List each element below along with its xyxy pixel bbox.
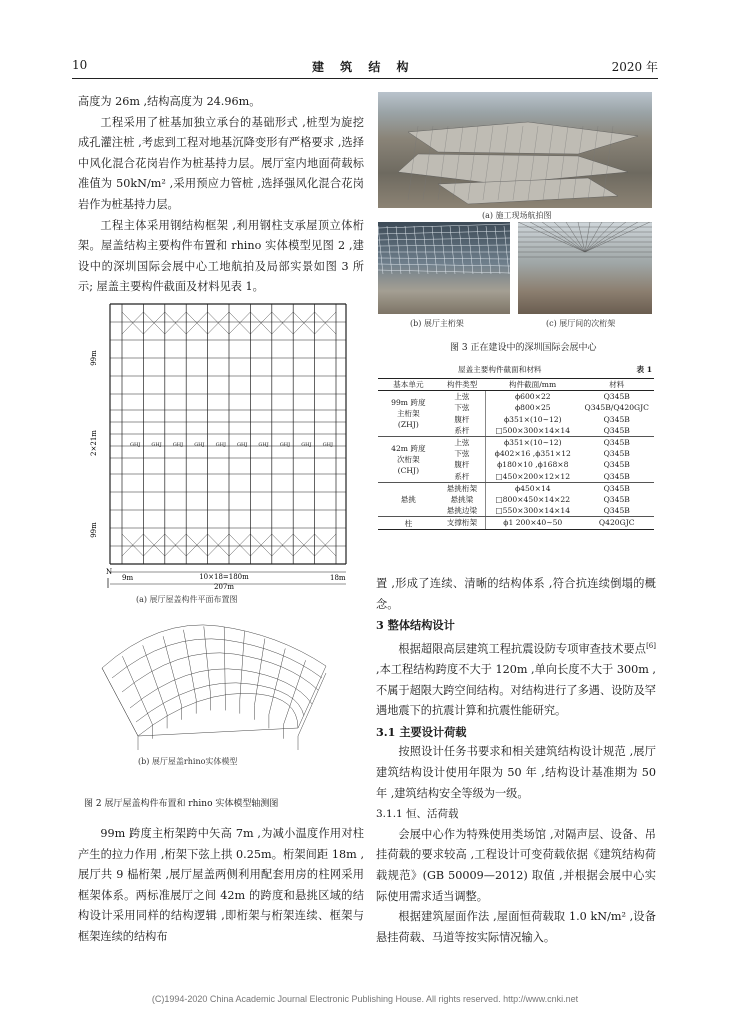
truss-chord bbox=[378, 270, 510, 273]
table-number: 表 1 bbox=[636, 365, 652, 374]
table-row bbox=[378, 517, 654, 529]
table-cell: ϕ402×16 ,ϕ351×12 bbox=[494, 449, 571, 459]
truss-web bbox=[477, 226, 482, 274]
dim-bottom: 10×18=180m bbox=[199, 573, 249, 581]
table-row bbox=[378, 391, 654, 403]
table-cell: Q345B bbox=[579, 505, 654, 517]
truss-web bbox=[396, 226, 401, 274]
table-cell: Q345B bbox=[603, 460, 630, 470]
table-cell: 系杆 bbox=[439, 471, 486, 483]
girder-label: GHJ bbox=[237, 442, 248, 448]
photo-secondary-truss bbox=[518, 222, 652, 314]
paragraph: 根据建筑屋面作法 ,屋面恒荷载取 1.0 kN/m² ,设备悬挂荷载、马道等按实际情况输入。 bbox=[376, 910, 656, 944]
issue-year: 2020 年 bbox=[611, 60, 658, 74]
rhino-rib bbox=[254, 639, 265, 706]
truss-web bbox=[468, 226, 473, 274]
rhino-rib bbox=[102, 668, 138, 736]
copyright-footer: (C)1994-2020 China Academic Journal Electronic Publishing House. All rights reserved. http://www.cnki.net bbox=[151, 994, 579, 1004]
rhino-rib bbox=[283, 660, 305, 724]
rhino-rib bbox=[298, 673, 326, 736]
truss-web bbox=[486, 226, 491, 274]
truss-web bbox=[450, 226, 455, 274]
girder-label: GHJ bbox=[301, 442, 312, 448]
girder-label: GHJ bbox=[194, 442, 205, 448]
paragraph: 置 ,形成了连续、清晰的结构体系 ,符合抗连续倒塌的概念。 bbox=[376, 577, 656, 611]
girder-label: GHJ bbox=[215, 442, 226, 448]
table-cell: 系杆 bbox=[439, 425, 486, 437]
table-cell: □450×200×12×12 bbox=[486, 471, 580, 483]
paragraph bbox=[376, 636, 656, 722]
left-column-bottom bbox=[78, 824, 364, 948]
table-title: 屋盖主要构件截面和材料 bbox=[458, 365, 542, 374]
rhino-rib bbox=[143, 645, 167, 714]
section-heading: 3 整体结构设计 bbox=[376, 618, 455, 633]
table-header-2: 构件截面/mm bbox=[486, 379, 580, 391]
section-table bbox=[378, 378, 654, 530]
table-cell: 腹杆 bbox=[439, 459, 486, 470]
north-arrow: N bbox=[106, 568, 113, 576]
paragraph-text: 根据超限高层建筑工程抗震设防专项审查技术要点 bbox=[398, 642, 647, 656]
table-cell: 下弦 bbox=[439, 448, 486, 459]
dim-left-top: 99m bbox=[90, 350, 98, 366]
table-cell: ϕ450×14 bbox=[514, 483, 551, 493]
paragraph: 工程采用了桩基加独立承台的基础形式 ,桩型为旋挖成孔灌注桩 ,考虑到工程对地基沉降变形有严格要求 ,选择中风化混合花岗岩作为桩基持力层。展厅室内地面荷载标准值为 50kN/m² ,采用预应力管桩 ,选择强风化混合花岗岩作为桩基持力层。 bbox=[78, 115, 364, 211]
truss-web bbox=[504, 226, 509, 274]
table-cell: 上弦 bbox=[439, 437, 486, 449]
table-cell: Q345B/Q420GJC bbox=[584, 403, 649, 413]
girder-label: GHJ bbox=[130, 442, 141, 448]
rhino-rib bbox=[163, 636, 182, 706]
figure-2a-plan bbox=[84, 298, 358, 604]
photo-main-truss bbox=[378, 222, 510, 314]
subsection-heading: 3.1 主要设计荷载 bbox=[376, 724, 467, 739]
girder-label: GHJ bbox=[322, 442, 333, 448]
citation-ref[interactable]: [6] bbox=[646, 641, 656, 650]
left-column-top bbox=[78, 92, 364, 298]
table-cell: ϕ600×22 bbox=[514, 392, 551, 402]
table-cell: ϕ351×(10~12) bbox=[503, 438, 562, 448]
truss-web bbox=[423, 226, 428, 274]
figure-2a-caption: (a) 展厅屋盖构件平面布置图 bbox=[136, 595, 238, 604]
running-header bbox=[72, 56, 658, 79]
rhino-model-drawing bbox=[98, 608, 330, 758]
table-cell: 下弦 bbox=[439, 402, 486, 413]
table-cell: □500×300×14×14 bbox=[486, 425, 580, 437]
table-cell-unit: 柱 bbox=[378, 517, 439, 529]
plan-drawing bbox=[84, 298, 358, 600]
journal-title: 建 筑 结 构 bbox=[312, 60, 415, 74]
table-cell-unit: 悬挑 bbox=[378, 482, 439, 517]
secondary-truss-illustration bbox=[518, 222, 652, 314]
truss-photo-illustration bbox=[378, 222, 510, 314]
table-1 bbox=[378, 364, 654, 530]
aerial-photo-illustration bbox=[378, 92, 652, 208]
table-cell: 悬挑桁架 bbox=[439, 482, 486, 494]
table-cell: Q345B bbox=[579, 471, 654, 483]
paragraph: 按照设计任务书要求和相关建筑结构设计规范 ,展厅建筑结构设计使用年限为 50 年 ,结构设计基准期为 50 年 ,建筑结构安全等级为一级。 bbox=[376, 745, 656, 800]
dim-total: 207m bbox=[214, 583, 234, 591]
truss-chord bbox=[378, 224, 510, 228]
truss-chord bbox=[378, 238, 510, 240]
table-cell: □550×300×14×14 bbox=[486, 505, 580, 517]
table-cell: Q345B bbox=[603, 414, 630, 424]
truss-web bbox=[441, 226, 446, 274]
truss-web bbox=[495, 226, 500, 274]
table-header-1: 构件类型 bbox=[439, 379, 486, 391]
table-cell: Q345B bbox=[603, 392, 630, 402]
truss-chord bbox=[378, 258, 510, 259]
table-cell: ϕ180×10 ,ϕ168×8 bbox=[497, 460, 569, 470]
table-cell: Q345B bbox=[603, 438, 630, 448]
table-cell: Q345B bbox=[603, 483, 630, 493]
table-row bbox=[378, 437, 654, 449]
dim-left-bot: 99m bbox=[90, 522, 98, 538]
table-cell: Q345B bbox=[603, 449, 630, 459]
rhino-rib bbox=[240, 631, 245, 699]
girder-label: GHJ bbox=[279, 442, 291, 448]
truss-web bbox=[387, 226, 392, 274]
table-cell: 悬挑梁 bbox=[439, 494, 486, 505]
truss-web bbox=[378, 226, 383, 274]
girder-label: GHJ bbox=[258, 442, 269, 448]
paragraph: 高度为 26m ,结构高度为 24.96m。 bbox=[78, 95, 261, 108]
truss-chord bbox=[378, 231, 510, 234]
rhino-rib bbox=[224, 627, 225, 697]
figure-2b-rhino-model bbox=[98, 608, 330, 766]
paragraph: 工程主体采用钢结构框架 ,利用钢柱支承屋顶立体桁架。屋盖结构主要构件布置和 rhino 实体模型见图 2 ,建设中的深圳国际会展中心工地航拍及局部实景如图 3 所示; 屋盖主要构件截面及材料见表 1。 bbox=[78, 218, 364, 294]
right-column bbox=[376, 574, 656, 948]
girder-label: GHJ bbox=[172, 442, 184, 448]
table-header-0: 基本单元 bbox=[378, 379, 439, 391]
table-header-3: 材料 bbox=[579, 379, 654, 391]
figure-3a-caption: (a) 施工现场航拍图 bbox=[482, 211, 552, 220]
figure-3-caption: 图 3 正在建设中的深圳国际会展中心 bbox=[450, 343, 597, 353]
subsubsection-heading: 3.1.1 恒、活荷载 bbox=[376, 808, 459, 821]
table-cell: Q420GJC bbox=[579, 517, 654, 529]
table-cell: ϕ351×(10~12) bbox=[503, 414, 562, 424]
table-cell: ϕ1 200×40~50 bbox=[486, 517, 580, 529]
girder-label: GHJ bbox=[151, 442, 162, 448]
table-cell: 支撑桁架 bbox=[439, 517, 486, 529]
table-row bbox=[378, 482, 654, 494]
paragraph: 99m 跨度主桁架跨中矢高 7m ,为减小温度作用对柱产生的拉力作用 ,桁架下弦上拱 0.25m。桁架间距 18m ,展厅共 9 榀桁架 ,展厅屋盖两侧利用配套用房的柱网采用框架体系。两标准展厅之间 42m 的跨度和悬挑区域的结构设计采用同样的结构逻辑 ,即桁架与桁架连续、框架与框架连续的结构布 bbox=[78, 827, 364, 943]
truss-web bbox=[459, 226, 464, 274]
table-cell: 腹杆 bbox=[439, 414, 486, 425]
figure-3b-caption: (b) 展厅主桁架 bbox=[410, 319, 464, 328]
table-cell: Q345B bbox=[603, 495, 630, 505]
table-cell-unit: 99m 跨度 主桁架 (ZHJ) bbox=[378, 391, 439, 437]
paragraph-text: ,本工程结构跨度不大于 120m ,单向长度不大于 300m ,不属于超限大跨空间结构。对结构进行了多遇、设防及罕遇地震下的抗震计算和抗震性能研究。 bbox=[376, 663, 656, 718]
rhino-rib bbox=[122, 656, 152, 725]
page-number: 10 bbox=[72, 58, 88, 72]
table-cell: 悬挑边梁 bbox=[439, 505, 486, 517]
table-cell: □800×450×14×22 bbox=[495, 495, 571, 505]
figure-2-caption: 图 2 展厅屋盖构件布置和 rhino 实体模型轴测图 bbox=[84, 799, 279, 809]
table-cell: Q345B bbox=[579, 425, 654, 437]
photo-aerial-site bbox=[378, 92, 652, 208]
paragraph: 会展中心作为特殊使用类场馆 ,对隔声层、设备、吊挂荷载的要求较高 ,工程设计可变荷载依据《建筑结构荷载规范》(GB 50009—2012) 取值 ,并根据会展中心实际使用需求适当调整。 bbox=[376, 827, 656, 903]
table-cell: 上弦 bbox=[439, 391, 486, 403]
truss-web bbox=[432, 226, 437, 274]
figure-2b-caption: (b) 展厅屋盖rhino实体模型 bbox=[138, 757, 238, 766]
table-cell: ϕ800×25 bbox=[514, 403, 551, 413]
figure-3c-caption: (c) 展厅间的次桁架 bbox=[546, 319, 616, 328]
table-cell-unit: 42m 跨度 次桁架 (CHJ) bbox=[378, 437, 439, 483]
dim-left-mid: 2×21m bbox=[90, 430, 98, 456]
dim-b-right: 18m bbox=[330, 574, 346, 582]
dim-b-left: 9m bbox=[122, 574, 134, 582]
